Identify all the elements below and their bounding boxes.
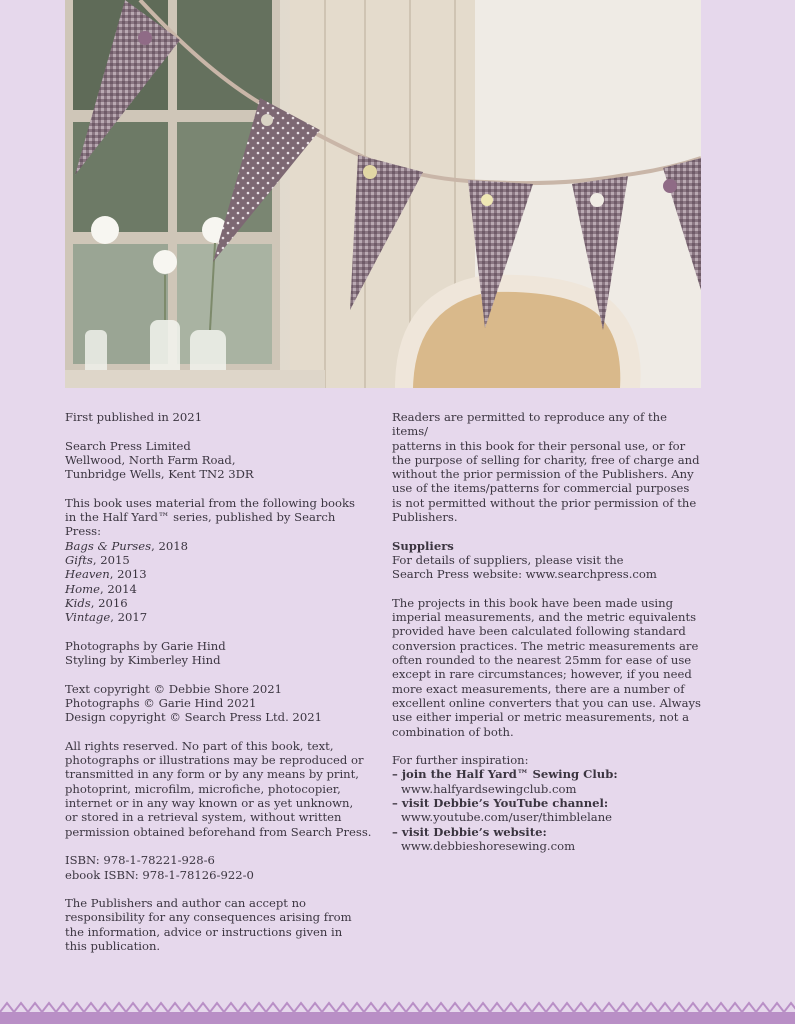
zigzag-border <box>0 1000 795 1024</box>
address-line: Wellwood, North Farm Road, <box>65 452 236 467</box>
inspiration-intro: For further inspiration: <box>392 753 529 768</box>
rights-line: internet or in any way known or as yet unknown, <box>65 796 354 811</box>
series-books <box>65 496 375 625</box>
suppliers-heading: Suppliers <box>392 538 454 553</box>
book-title: Home <box>65 581 100 596</box>
book-entry <box>65 610 375 624</box>
rights-line: permission obtained beforehand from Search Press. <box>65 824 372 839</box>
address-line: Search Press Limited <box>65 438 191 453</box>
rights-line: transmitted in any form or by any means by print, <box>65 767 359 782</box>
rights-line: or stored in a retrieval system, without written <box>65 810 342 825</box>
book-entry <box>65 539 375 553</box>
right-column <box>392 410 704 868</box>
suppliers-line: Search Press website: www.searchpress.com <box>392 567 657 582</box>
book-entry <box>65 596 375 610</box>
sewing-club-link[interactable]: www.halfyardsewingclub.com <box>401 781 577 796</box>
measurements-line: The projects in this book have been made using <box>392 595 674 610</box>
permission-notice <box>392 410 704 524</box>
disclaimer-line: this publication. <box>65 938 161 953</box>
permission-line: Publishers. <box>392 510 458 525</box>
disclaimer-line: the information, advice or instructions given in <box>65 924 343 939</box>
permission-line: without the prior permission of the Publishers. Any <box>392 467 694 482</box>
permission-line: patterns in this book for their personal use, or for <box>392 438 686 453</box>
rights-reserved <box>65 739 375 839</box>
rights-line: All rights reserved. No part of this book, text, <box>65 738 334 753</box>
credit-line: Styling by Kimberley Hind <box>65 653 221 668</box>
inspiration-label: – join the Half Yard™ Sewing Club: <box>392 767 618 782</box>
permission-line: the purpose of selling for charity, free of charge and <box>392 452 700 467</box>
disclaimer-line: responsibility for any consequences arising from <box>65 910 352 925</box>
publisher-address <box>65 439 375 482</box>
copyright-block <box>65 682 375 725</box>
permission-line: use of the items/patterns for commercial purposes <box>392 481 690 496</box>
permission-line: Readers are permitted to reproduce any of the items/ <box>392 410 667 439</box>
measurements-note <box>392 596 704 739</box>
copyright-line: Photographs © Garie Hind 2021 <box>65 695 257 710</box>
measurements-line: excellent online converters that you can use. Always <box>392 695 701 710</box>
book-year: , 2018 <box>151 538 188 553</box>
book-entry <box>65 553 375 567</box>
measurements-line: use either imperial or metric measurements, not a <box>392 710 690 725</box>
address-line: Tunbridge Wells, Kent TN2 3DR <box>65 467 254 482</box>
measurements-line: except in rare circumstances; however, if you need <box>392 667 692 682</box>
permission-line: is not permitted without the prior permission of the <box>392 495 697 510</box>
book-title: Gifts <box>65 552 93 567</box>
book-year: , 2017 <box>110 610 148 625</box>
book-year: , 2013 <box>109 567 147 582</box>
series-intro-line: This book uses material from the following books <box>65 495 355 510</box>
copyright-line: Design copyright © Search Press Ltd. 2021 <box>65 710 322 725</box>
measurements-line: imperial measurements, and the metric equivalents <box>392 610 697 625</box>
suppliers-block <box>392 539 704 582</box>
series-intro-line: in the Half Yard™ series, published by Search Press: <box>65 510 336 539</box>
measurements-line: often rounded to the nearest 25mm for ease of use <box>392 653 692 668</box>
inspiration-label: – visit Debbie’s website: <box>392 824 547 839</box>
credit-line: Photographs by Garie Hind <box>65 638 226 653</box>
book-entry <box>65 567 375 581</box>
book-year: , 2016 <box>90 595 128 610</box>
measurements-line: conversion practices. The metric measurements are <box>392 638 699 653</box>
measurements-line: combination of both. <box>392 724 514 739</box>
rights-line: photoprint, microfilm, microfiche, photocopier, <box>65 781 341 796</box>
isbn-line: ebook ISBN: 978-1-78126-922-0 <box>65 867 254 882</box>
photo-credits <box>65 639 375 668</box>
bunting-photo <box>65 0 701 388</box>
book-title: Heaven <box>65 567 110 582</box>
suppliers-line: For details of suppliers, please visit the <box>392 552 624 567</box>
disclaimer-line: The Publishers and author can accept no <box>65 896 307 911</box>
measurements-line: more exact measurements, there are a number of <box>392 681 685 696</box>
first-published: First published in 2021 <box>65 410 203 424</box>
website-link[interactable]: www.debbieshoresewing.com <box>401 838 576 853</box>
book-title: Kids <box>65 595 91 610</box>
youtube-link[interactable]: www.youtube.com/user/thimblelane <box>401 810 613 825</box>
rights-line: photographs or illustrations may be reproduced or <box>65 753 364 768</box>
disclaimer <box>65 896 375 953</box>
book-year: , 2015 <box>92 552 130 567</box>
isbn-block <box>65 853 375 882</box>
inspiration-label: – visit Debbie’s YouTube channel: <box>392 796 609 811</box>
copyright-line: Text copyright © Debbie Shore 2021 <box>65 681 283 696</box>
book-title: Bags & Purses <box>65 538 152 553</box>
book-year: , 2014 <box>99 581 137 596</box>
book-entry <box>65 582 375 596</box>
book-title: Vintage <box>65 610 111 625</box>
inspiration-block <box>392 753 704 853</box>
measurements-line: provided have been calculated following standard <box>392 624 686 639</box>
left-column <box>65 410 375 968</box>
isbn-line: ISBN: 978-1-78221-928-6 <box>65 853 215 868</box>
